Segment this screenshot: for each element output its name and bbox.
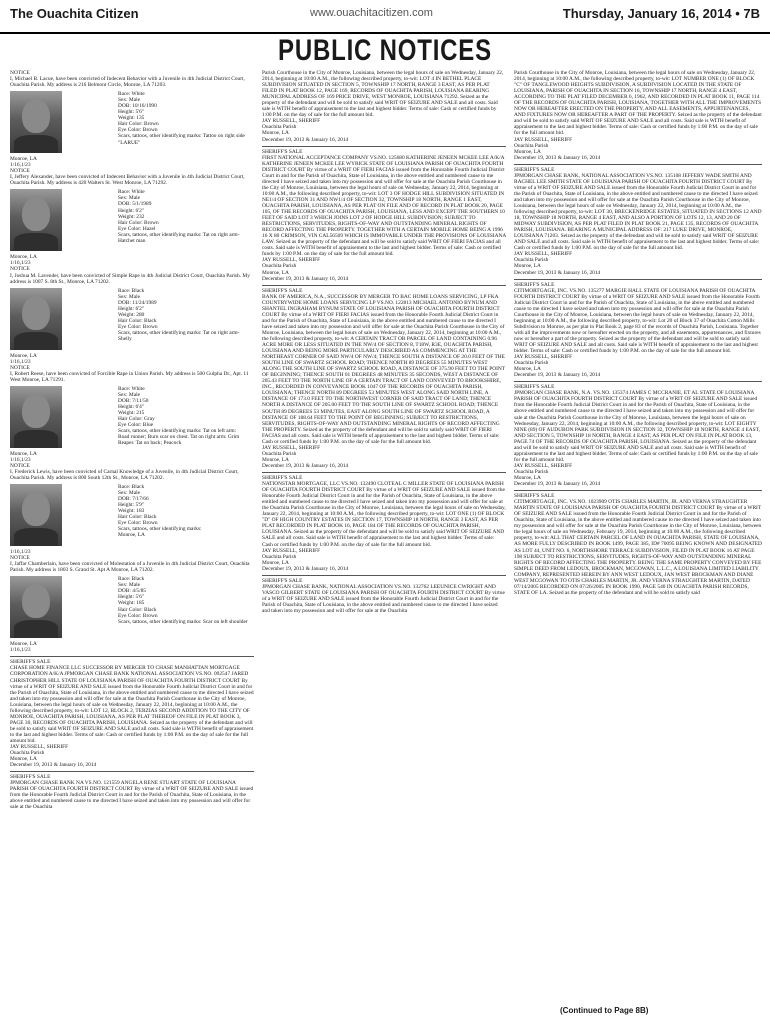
- race: Race: Black: [118, 576, 145, 583]
- notice-location: Monroe, LA: [118, 532, 145, 539]
- eye-color: Eye Color: Blue: [118, 422, 154, 429]
- notice-text: I, Michael B. Lacue, have been convicted of Indecent Behavior with a Juvenile in 4th Judicial District Court, Ouachita Parish. My address is 216 Belmont Circle, Monroe, LA 71203.: [10, 76, 245, 89]
- sheriff-name: JAY RUSSELL, SHERIFF: [262, 257, 321, 264]
- divider: [514, 279, 762, 280]
- sale-text: JPMORGAN CHASE BANK NA VS.NO. 121559 ANGELA RENE STUART STATE OF LOUISIANA PARISH OF OUACHITA FOURTH DISTRICT COURT By virtue of a WRIT OF SEIZURE AND SALE issued from the Honorable Fourth Judicial District Court in and for the Parish of Ouachita, State of Louisiana, in the above entitled and numbered cause to me directed I have seized and taken into my possession and will offer for sale at the Ouachita: [10, 780, 254, 811]
- mugshot-photo: [10, 386, 62, 448]
- notice-dates: 1/16,1/23: [10, 549, 31, 556]
- offender-entry: [10, 386, 254, 448]
- race: Race: White: [118, 189, 145, 196]
- offender-entry: [10, 484, 254, 546]
- height: Height: 6'4": [118, 403, 145, 410]
- sheriff-parish: Ouachita Parish: [262, 124, 297, 131]
- notice-location: Monroe, LA: [10, 641, 37, 648]
- column-2: [262, 70, 506, 1020]
- sheriff-name: JAY RUSSELL, SHERIFF: [10, 744, 69, 751]
- publish-dates: December 19, 2013 & January 16, 2014: [262, 462, 349, 469]
- publish-dates: December 19, 2013 & January 16, 2014: [514, 154, 601, 161]
- sheriff-city: Monroe, LA: [262, 130, 289, 137]
- height: Height: 5'9": [118, 502, 145, 509]
- race: Race: Black: [118, 484, 145, 491]
- weight: Weight: 185: [118, 600, 145, 607]
- mugshot-photo: [10, 288, 62, 350]
- weight: Weight: 232: [118, 213, 145, 220]
- sale-text: JPMORGAN CHASE BANK, NATIONAL ASSOCIATION VS.NO. 135108 JEFFERY WADE SMITH AND RACHEL LEE SMITH STATE OF LOUISIANA PARISH OF OUACHITA FOURTH DISTRICT COURT By virtue of a WRIT OF SEIZURE AND SALE issued from the Honorable Fourth Judicial District Court in and for the Parish of Ouachita, State of Louisiana, in the above entitled and numbered cause to me directed I have seized and taken into my possession and will offer for sale at the Ouachita Parish Courthouse in the City of Monroe, Louisiana, between the legal hours of sale on Wednesday, January 22, 2014, beginning at 10:00 A.M., the following described property, to-wit: LOT 30, BRECKENRIDGE ESTATES, SITUATED IN SECTIONS 12 AND 18, TOWNSHIP 18 NORTH, RANGE 4 EAST, AND ALSO A PORTION OF LOTS 12, 13, AND 20 OF MIDWAY SUBDIVISION, AS PER PLAT FILED IN PLAT BOOK 21, PAGE 135, RECORDS OF OUACHITA PARISH, LOUISIANA. BEARING A MUNICIPAL ADDRESS OF: 217 LUKE DRIVE, MONROE, LOUISIANA 71203. Seized as the property of the defendant and will be sold to satisfy said WRIT OF SEIZURE AND SALE and all costs. Said sale is WITH benefit of appraisement to the last and highest bidder. Terms of sale: Cash or certified funds by 1:00 P.M. on the day of sale for the full amount bid.: [514, 172, 762, 252]
- notice-text: I, Frederick Lewis, have been convicted of Carnal Knowledge of a Juvenile, in 4th Judicial District Court, Ouachita Parish. My address is 800 South 12th St., Monroe, LA 71202.: [10, 468, 239, 482]
- notice-heading: NOTICE: [10, 70, 30, 76]
- sheriff-city: Monroe, LA: [514, 366, 541, 373]
- identifying-marks: Scars, tattoos, other identifying marks: Tat on left arm: Road runner; Burn scar on chest. Tat on right arm: Grim Reaper. Tat on back; Peacock: [118, 428, 240, 447]
- sheriff-parish: Ouachita Parish: [514, 257, 549, 264]
- eye-color: Eye Color: Brown: [118, 127, 158, 134]
- sheriff-name: JAY RUSSELL, SHERIFF: [514, 136, 573, 143]
- sheriff-parish: Ouachita Parish: [514, 360, 549, 367]
- notice-location: Monroe, LA: [10, 352, 37, 359]
- sale-heading: SHERIFF'S SALE: [262, 577, 303, 584]
- sale-heading: SHERIFF'S SALE: [262, 287, 303, 294]
- sale-heading: SHERIFF'S SALE: [514, 166, 555, 173]
- notice-heading: NOTICE: [10, 364, 30, 371]
- offender-details: [118, 484, 248, 538]
- notice-heading: NOTICE: [10, 266, 30, 273]
- sheriff-name: JAY RUSSELL, SHERIFF: [514, 251, 573, 258]
- sheriff-parish: Ouachita Parish: [262, 553, 297, 560]
- sale-text: CITIMORTGAGE, INC. VS.NO. 1023909 OTIS CHARLES MARTIN, JR. AND VERNA STRAUGHTER MARTIN STATE OF LOUISIANA PARISH OF OUACHITA FOURTH DISTRICT COURT By virtue of a WRIT OF SEIZURE AND SALE issued from the Honorable Fourth Judicial District Court in and for the Parish of Ouachita, State of Louisiana, in the above entitled and numbered cause to me directed I have seized and taken into my possession and will offer for sale at the Ouachita Parish Courthouse in the City of Monroe, Louisiana, between the legal hours of sale on Wednesday, February 19, 2014, beginning at 10:00 A.M., the following described property, to-wit: ALL THAT CERTAIN PARCEL OF LAND IN OUACHITA PARISH, STATE OF LOUISIANA, AS MORE FULLY DESCRIBED IN BOOK 1499, PAGE 385, ID# 70095 BEING KNOWN AND DESIGNATED AS LOT 44, UNIT NO. 6, NORTHSHORE TERRACE SUBDIVISION, FILED IN PLAT BOOK 16 AT PAGE 198 SUBJECT TO RESTRICTIONS, SERVITUDES, RIGHTS-OF-WAY AND OUTSTANDING MINERAL RIGHTS OF RECORD AFFECTING THE PROPERTY. BEING THE SAME PROPERTY CONVEYED BY FEE SIMPLE DEED FROM LEDOUX, BROCKMAN, MCGOWAN, L.L.C., A LOUISIANA LIMITED LIABILITY COMPANY, REPRESENTED HEREIN BY ANN WEST LEDOUX, JAN WEST BROCKMAN AND DIANE WEST MCGOWAN TO OTIS CHARLES MARTIN, JR. AND VERNA STRAUGHTER MARTIN, DATED 07/14/2005 RECORDED ON 07/26/2005 IN BOOK 1990, PAGE 540 IN OUACHITA PARISH RECORDS, STATE OF LA. Seized as the property of the defendant and will be sold to satisfy said: [514, 499, 762, 596]
- sheriff-city: Monroe, LA: [262, 269, 289, 276]
- hair-color: Hair Color: Black: [118, 514, 157, 521]
- sheriff-city: Monroe, LA: [514, 148, 541, 155]
- hair-color: Hair Color: Black: [118, 606, 157, 613]
- notice-heading: NOTICE: [10, 168, 30, 175]
- race: Race: White: [118, 385, 145, 392]
- sex: Sex: Male: [118, 490, 141, 497]
- offender-entry: [10, 288, 254, 350]
- sheriff-parish: Ouachita Parish: [514, 142, 549, 149]
- offender-entry: [10, 576, 254, 638]
- mugshot-photo: [10, 91, 62, 153]
- height: Height: 6'2": [118, 305, 145, 312]
- sale-text: NATIONSTAR MORTGAGE, LLC VS.NO. 132490 CLOTEAL C MILLER STATE OF LOUISIANA PARISH OF OUACHITA FOURTH DISTRICT COURT By virtue of a WRIT OF SEIZURE AND SALE issued from the Honorable Fourth Judicial District Court in and for the Parish of Ouachita, State of Louisiana, in the above entitled and numbered cause to me directed I have seized and taken into my possession and will offer for sale at the Ouachita Parish Courthouse in the City of Monroe, Louisiana, between the legal hours of sale on Wednesday, January 22, 2014, beginning at 10:00 A.M., the following described property, to-wit: LOT ONE (1) OF BLOCK "D" OF HIGH COUNTRY ESTATES IN SECTION 17, TOWNSHIP 18 NORTH, RANGE 3 EAST, AS PER PLAT RECORDED IN PLAT BOOK 16, PAGE 184 OF THE RECORDS OF OUACHITA PARISH, LOUISIANA. Seized as the property of the defendant and will be sold to satisfy said WRIT OF SEIZURE AND SALE and all costs. Said sale is WITH benefit of appraisement to the last and highest bidder. Terms of sale: Cash or certified funds by 1:00 P.M. on the day of sale for the full amount bid.: [262, 481, 506, 548]
- sex: Sex: Male: [118, 582, 141, 589]
- publish-dates: December 19, 2013 & January 16, 2014: [262, 136, 349, 143]
- sheriff-city: Monroe, LA: [262, 559, 289, 566]
- hair-color: Hair Color: Brown: [118, 121, 159, 128]
- sheriff-parish: Ouachita Parish: [10, 750, 45, 757]
- sex: Sex: Male: [118, 391, 141, 398]
- sale-heading: SHERIFF'S SALE: [262, 475, 303, 481]
- height: Height: 6'2": [118, 207, 145, 214]
- column-1: [10, 70, 254, 1020]
- offender-details: [118, 386, 248, 446]
- identifying-marks: Scars, tattoos, other identifying marks: Tattoo on right side "LARUE": [118, 133, 245, 146]
- sheriff-name: JAY RUSSELL, SHERIFF: [262, 444, 321, 451]
- sale-heading: SHERIFF'S SALE: [10, 774, 51, 781]
- sheriff-parish: Ouachita Parish: [262, 450, 297, 457]
- sheriff-city: Monroe, LA: [514, 475, 541, 481]
- divider: [514, 164, 762, 165]
- notice-text: I, Jeffery Alexander, have been convicted of Indecent Behavior with a Juvenile in 4th Judicial District Court, Ouachita Parish. My address is 420 Walters St. West Monroe, LA 71292.: [10, 174, 245, 187]
- notice-text: I, Robert Reese, have been convicted of Forcible Rape in Union Parish. My address is 500 Gulpha Dr., Apt. 11 West Monroe, LA 71291.: [10, 370, 249, 383]
- sale-text: JPMORGAN CHASE BANK, N.A. VS.NO. 135374 JAMES C MCCRANIE, ET AL STATE OF LOUISIANA PARISH OF OUACHITA FOURTH DISTRICT COURT By virtue of a WRIT OF SEIZURE AND SALE issued from the Honorable Fourth Judicial District Court in and for the Parish of Ouachita, State of Louisiana, in the above entitled and numbered cause to me directed I have seized and taken into my possession and will offer for sale at the Ouachita Parish Courthouse in the City of Monroe, Louisiana, between the legal hours of sale on Wednesday, January 22, 2014, beginning at 10:00 A.M., the following described property, to-wit: LOT EIGHTY NINE (89) OF AUDUBON PARK SUBDIVISION IN SECTION 32, TOWNSHIP 18 NORTH, RANGE 4 EAST, AND SECTION 5, TOWNSHIP 18 NORTH, RANGE 4 EAST, AS PER PLAT ON FILE IN PLAT BOOK 13, PAGE 74 OF THE RECORDS OF OUACHITA PARISH, LOUISIANA. Seized as the property of the defendant and will be sold to satisfy said WRIT OF SEIZURE AND SALE and all costs. Said sale is WITH benefit of appraisement to the last and highest bidder. Terms of sale: Cash or certified funds by 1:00 P.M. on the day of sale for the full amount bid.: [514, 390, 760, 463]
- offender-details: [118, 576, 248, 624]
- sex: Sex: Male: [118, 195, 141, 202]
- sale-text: FIRST NATIONAL ACCEPTANCE COMPANY VS.NO. 125680 KATHERINE JENEEN MCKEE LEE A/K/A KATHERINE JENEEN MCKEE LEE WYRICK STATE OF LOUISIANA PARISH OF OUACHITA FOURTH DISTRICT COURT By virtue of a WRIT OF FIERI FACIAS issued from the Honorable Fourth Judicial District Court in and for the Parish of Ouachita, State of Louisiana, in the above entitled and numbered cause to me directed I have seized and taken into my possession and will offer for sale at the Ouachita Parish Courthouse in the City of Monroe, Louisiana, between the legal hours of sale on Wednesday, January 22, 2014, beginning at 10:00 A.M., the following described property, to-wit: LOT 3 OF HODGE HILL SUBDIVISION SITUATED IN NE1/4 OF SECTION 31 AND NW1/4 OF SECTION 32, TOWNSHIP 18 NORTH, RANGE 1 EAST, OUACHITA PARISH, LOUISIANA, AS PER PLAT ON FILE AND OF RECORD IN PLAT BOOK 20, PAGE 105, OF THE RECORDS OF OUACHITA PARISH, LOUISIANA, LESS AND EXCEPT THE SOUTHERN 10 FEET OF SAID LOT 3 WHICH JOINS LOT 2 OF HODGE HILL SUBDIVISION; SUBJECT TO RESTRICTIONS, SERVITUDES, RIGHTS-OF-WAY AND OUTSTANDING MINERAL RIGHTS OF RECORD AFFECTING THE PROPERTY. TOGETHER WITH A CERTAIN MOBILE HOME BEING A 1996 16 X 80 CRIMSON, VIN CAL56509 WHICH IS IMMOVABLE UNDER THE PROVISIONS OF LOUISIANA LAW. Seized as the property of the defendant and will be sold to satisfy said WRIT OF FIERI FACIAS and all costs. Said sale is WITH benefit of appraisement to the last and highest bidder. Terms of sale: Cash or certified funds by 1:00 P.M. on the day of sale for the full amount bid.: [262, 154, 506, 258]
- sale-text-continued: Parish Courthouse in the City of Monroe, Louisiana, between the legal hours of sale on Wednesday, January 22, 2014, beginning at 10:00 A.M., the following described property, to-wit: LOT 4 IN BETHEL PLACE SUBDIVISION SITUATED IN SECTION 5, TOWNSHIP 17 NORTH, RANGE 3 EAST, AS PER PLAT FILED IN PLAT BOOK 12, PAGE 169, RECORDS OF OUACHITA PARISH, LOUISIANA BEARING MUNICIPAL ADDRESS OF 169 PRICE DRIVE, WEST MONROE, LOUISIANA 71292. Seized as the property of the defendant and will be sold to satisfy said WRIT OF SEIZURE AND SALE and all costs. Said sale is WITH benefit of appraisement to the last and highest bidder. Terms of sale: Cash or certified funds by 1:00 P.M. on the day of sale for the full amount bid.: [262, 70, 504, 119]
- sale-heading: SHERIFF'S SALE: [514, 493, 555, 500]
- publish-dates: December 19, 2013 & January 16, 2014: [514, 481, 601, 488]
- divider: [10, 771, 254, 772]
- sex: Sex: Male: [118, 97, 141, 104]
- publish-dates: December 19, 2013 & January 16, 2014: [262, 565, 349, 572]
- sale-text: JPMORGAN CHASE BANK, NATIONAL ASSOCIATION VS.NO. 132762 LEEUNICE CWRIGHT AND VASCO GILBERT STATE OF LOUISIANA PARISH OF OUACHITA FOURTH DISTRICT COURT By virtue of a WRIT OF SEIZURE AND SALE issued from the Honorable Fourth Judicial District Court in and for the Parish of Ouachita, State of Louisiana, in the above entitled and numbered cause to me directed I have seized and taken into my possession and will offer for sale at the Ouachita: [262, 583, 505, 614]
- hair-color: Hair Color: Black: [118, 317, 157, 324]
- sheriff-name: JAY RUSSELL, SHERIFF: [514, 354, 573, 361]
- publish-dates: December 19, 2013 & January 16, 2014: [514, 372, 601, 379]
- notice-dates: 1/16,1/23: [10, 456, 31, 463]
- identifying-marks: Scars, tattoos, other identifying marks: Tat on right arm-Shelly: [118, 329, 240, 342]
- publish-dates: December 19, 2013 & January 16, 2014: [262, 275, 349, 282]
- sheriff-name: JAY RUSSELL, SHERIFF: [262, 118, 321, 125]
- notice-dates: 1/16,1/23: [10, 647, 31, 654]
- notice-dates: 1/16,1/23: [10, 358, 31, 365]
- page-header: [0, 0, 770, 34]
- section-title: PUBLIC NOTICES: [278, 34, 492, 67]
- date-page: Thursday, January 16, 2014 • 7B: [562, 6, 760, 21]
- sheriff-parish: Ouachita Parish: [262, 263, 297, 270]
- sale-text: BANK OF AMERICA, N.A., SUCCESSOR BY MERGER TO BAC HOME LOANS SERVICING, LP FKA COUNTRYWIDE HOME LOANS SERVICING LP VS.NO. 122813 MICHAEL ANTONIO BYNUM AND SHANTEL INGRAHAM BYNUM STATE OF LOUISIANA PARISH OF OUACHITA FOURTH DISTRICT COURT By virtue of a WRIT OF FIERI FACIAS issued from the Honorable Fourth Judicial District Court in and for the Parish of Ouachita, State of Louisiana, in the above entitled and numbered cause to me directed I have seized and taken into my possession and will offer for sale at the Ouachita Parish Courthouse in the City of Monroe, Louisiana, between the legal hours of sale on Wednesday, January 22, 2014, beginning at 10:00 A.M., the following described property, to-wit: A CERTAIN TRACT OR PARCEL OF LAND CONTAINING 0.96 ACRE MORE OR LESS SITUATED IN THE NW/4 OF SECTION 8, T18W, R3E, OUACHITA PARISH, LOUISIANA AND BEING MORE PARTICULARLY DESCRIBED AS COMMENCING AT THE NORTHEAST CORNER OF SAID NW/4 OF NW/4; THENCE SOUTH A DISTANCE OF 20.0 FEET OF THE SOUTH LINE OF SWARTZ SCHOOL ROAD; THENCE NORTH 89 DEGREES 55 MINUTES WEST ALONG THE SOUTH LINE OF SWARTZ SCHOOL ROAD, A DISTANCE OF 375.90 FEET TO THE POINT OF BEGINNING; THENCE SOUTH 01 DEGREES 48 MINUTES 35 SECONDS, WEST A DISTANCE OF 205.43 FEET TO THE NORTH LINE OF A CERTAIN TRACT OF LAND CONVEYED TO BROOKSHIRE, INC., RECORDED IN CONVEYANCE BOOK 1047 OF THE RECORDS OF OUACHITA PARISH, LOUISIANA; THENCE NORTH 89 DEGREES 53 MINUTES WEST ALONG SAID NORTH LINE, A DISTANCE OF 173.0 FEET TO THE NORTHWEST CORNER OF SAID TRACT OF LAND; THENCE NORTH A DISTANCE OF 205.00 FEET TO THE SOUTH LINE OF SWARTZ SCHOOL ROAD; THENCE SOUTH 89 DEGREES 53 MINUTES, EAST ALONG SOUTH LINE OF SWARTZ SCHOOL ROAD, A DISTANCE OF 188.64 FEET TO THE POINT OF BEGINNING; SUBJECT TO RESTRICTIONS, SERVITUDES, RIGHTS-OF-WAY AND OUTSTANDING MINERAL RIGHTS OF RECORD AFFECTING THE PROPERTY. Seized as the property of the defendant and will be sold to satisfy said WRIT OF FIERI FACIAS and all costs. Said sale is WITH benefit of appraisement to the last and highest bidder. Terms of sale: Cash or certified funds by 1:00 P.M. on the day of sale for the full amount bid.: [262, 293, 505, 445]
- notice-heading: NOTICE: [10, 462, 30, 469]
- offender-entry: [10, 91, 254, 153]
- sale-text-continued: Parish Courthouse in the City of Monroe, Louisiana, between the legal hours of sale on Wednesday, January 22, 2014, beginning at 10:00 A.M., the following described property, to-wit: LOT NUMBER ONE (1) OF BLOCK "C" OF TANGLEWOOD HEIGHTS SUBDIVISION, A SUBDIVISION LOCATED IN THE STATE OF LOUISIANA, PARISH OF OUACHITA IN SECTION 16, TOWNSHIP 17 NORTH, RANGE 4 EAST, ACCORDING TO THE PLAT FILED DECEMBER 6, 1962, AND RECORDED IN PLAT BOOK 11, PAGE 114 OF THE RECORDS OF OUACHITA PARISH, LOUISIANA, TOGETHER WITH ALL THE IMPROVEMENTS NOW OR HEREAFTER ERECTED ON THE PROPERTY, AND ALL EASEMENTS, APPURTENANCES, AND FIXTURES NOW OR HEREAFTER A PART OF THE PROPERTY. Seized as the property of the defendant and will be sold to satisfy said WRIT OF SEIZURE AND SALE and all costs. Said sale is WITH benefit of appraisement to the last and highest bidder. Terms of sale: Cash or certified funds by 1:00 P.M. on the day of sale for the full amount bid.: [514, 70, 762, 137]
- sheriff-city: Monroe, LA: [10, 756, 37, 763]
- mugshot-photo: [10, 576, 62, 638]
- sale-heading: SHERIFF'S SALE: [514, 384, 555, 391]
- dob: DOB: 10/16/1990: [118, 103, 157, 110]
- notice-dates: 1/16,1/23: [10, 260, 31, 267]
- race: Race: White: [118, 91, 145, 98]
- divider: [514, 381, 762, 382]
- dob: DOB: 7/17/66: [118, 496, 149, 503]
- divider: [262, 285, 506, 286]
- weight: Weight: 135: [118, 115, 145, 122]
- notice-heading: NOTICE: [10, 555, 30, 562]
- sheriff-parish: Ouachita Parish: [514, 468, 549, 475]
- divider: [262, 472, 506, 473]
- sale-heading: SHERIFF'S SALE: [262, 148, 303, 155]
- weight: Weight: 280: [118, 311, 145, 318]
- eye-color: Eye Color: Brown: [118, 520, 158, 527]
- identifying-marks: Scars, tattoos, other identifying marks: Scar on left shoulder: [118, 618, 248, 625]
- dob: DOB: 7/11/50: [118, 397, 149, 404]
- offender-details: [118, 288, 248, 342]
- column-3: [514, 70, 762, 1000]
- weight: Weight: 183: [118, 508, 145, 515]
- weight: Weight: 215: [118, 410, 145, 417]
- race: Race: Black: [118, 287, 145, 294]
- hair-color: Hair Color: Brown: [118, 219, 159, 226]
- divider: [10, 656, 254, 657]
- dob: DOB: 11/24/1989: [118, 299, 157, 306]
- continued-note: (Continued to Page 8B): [560, 1006, 649, 1015]
- divider: [262, 146, 506, 147]
- height: Height: 5'6": [118, 594, 145, 601]
- publish-dates: December 19, 2013 & January 16, 2014: [514, 269, 601, 276]
- divider: [262, 575, 506, 576]
- website-url[interactable]: www.ouachitacitizen.com: [310, 7, 433, 19]
- offender-details: [118, 91, 248, 145]
- mugshot-photo: [10, 484, 62, 546]
- notice-text: I, Joshua M. Lavender, have been convicted of Simple Rape in 4th Judicial District Court, Ouachita Parish. My address is 1007 S. 8th St., Monroe, LA 71202.: [10, 272, 250, 285]
- sale-heading: SHERIFF'S SALE: [10, 659, 51, 666]
- sale-heading: SHERIFF'S SALE: [514, 281, 555, 288]
- publication-name: The Ouachita Citizen: [10, 6, 139, 21]
- hair-color: Hair Color: Gray: [118, 416, 155, 423]
- offender-details: [118, 189, 248, 243]
- sheriff-name: JAY RUSSELL, SHERIFF: [262, 547, 321, 554]
- sheriff-city: Monroe, LA: [514, 263, 541, 270]
- sheriff-city: Monroe, LA: [262, 456, 289, 463]
- eye-color: Eye Color: Brown: [118, 612, 158, 619]
- identifying-marks: Scars, tattoos, other identifying marks:: [118, 526, 202, 533]
- dob: DOB: 5/1/1989: [118, 201, 152, 208]
- sex: Sex: Male: [118, 293, 141, 300]
- eye-color: Eye Color: Brown: [118, 323, 158, 330]
- dob: DOB: 4/5/85: [118, 588, 147, 595]
- notice-location: Monroe, LA: [10, 156, 37, 163]
- notice-location: Monroe, LA: [10, 254, 37, 261]
- identifying-marks: Scars, tattoos, other identifying marks: Tat on right arm- Hatchet man: [118, 231, 240, 244]
- mugshot-photo: [10, 189, 62, 251]
- offender-entry: [10, 189, 254, 251]
- height: Height: 5'6": [118, 109, 145, 116]
- notice-location: Monroe, LA: [10, 450, 37, 457]
- notice-dates: 1/16,1/23: [10, 162, 31, 169]
- publish-dates: December 19, 2013 & January 16, 2014: [10, 762, 97, 769]
- eye-color: Eye Color: Hazel: [118, 225, 156, 232]
- sheriff-name: JAY RUSSELL, SHERIFF: [514, 462, 573, 469]
- sale-text: CHASE HOME FINANCE LLC SUCCESSOR BY MERGER TO CHASE MANHATTAN MORTGAGE CORPORATION A/K/A JPMORGAN CHASE BANK NATIONAL ASSOCIATION VS.NO. 092547 JARED CHRISTOPHER HILL STATE OF LOUISIANA PARISH OF OUACHITA FOURTH DISTRICT COURT By virtue of a WRIT OF SEIZURE AND SALE issued from the Honorable Fourth Judicial District Court in and for the Parish of Ouachita, State of Louisiana, in the above entitled and numbered cause to me directed I have seized and taken into my possession and will offer for sale at the Ouachita Parish Courthouse in the City of Monroe, Louisiana, between the legal hours of sale on Wednesday, January 22, 2014, beginning at 10:00 A.M., the following described property, to-wit: LOT 12, BLOCK 2, TERZIAS SECOND ADDITION TO THE CITY OF MONROE, OUACHITA PARISH, LOUISIANA, AS PER PLAT THEREOF ON FILE IN PLAT BOOK 3, PAGE 30, RECORDS OF OUACHITA PARISH, LOUISIANA. Seized as the property of the defendant and will be sold to satisfy said WRIT OF SEIZURE AND SALE and all costs. Said sale is WITH benefit of appraisement to the last and highest bidder. Terms of sale: Cash or certified funds by 1:00 P.M. on the day of sale for the full amount bid.: [10, 665, 254, 744]
- notice-text: I, Jaffar Chamberlain, have been convicted of Molestation of a Juvenile in 4th Judicial District Court, Ouachita Parish. My address is 1803 S. Grand St. Apt A Monroe, LA 71202.: [10, 561, 250, 574]
- divider: [514, 490, 762, 491]
- sale-text: CITIMORTGAGE, INC. VS.NO. 135277 MARGIE HALL STATE OF LOUISIANA PARISH OF OUACHITA FOURTH DISTRICT COURT By virtue of a WRIT OF SEIZURE AND SALE issued from the Honorable Fourth Judicial District Court in and for the Parish of Ouachita, State of Louisiana, in the above entitled and numbered cause to me directed I have seized and taken into my possession and will offer for sale at the Ouachita Parish Courthouse in the City of Monroe, Louisiana, between the legal hours of sale on Wednesday, January 22, 2014, beginning at 10:00 A.M., the following described property, to-wit: Lot 20 of Block 37 of Ouachita Cotton Mills Subdivision to Monroe, as per plat in Plat Book 2, page 83 of the records of Ouachita Parish, Louisiana. Together with all the improvements now or hereafter erected on the property, and all easements, appurtenances, and fixtures now or hereafter a part of the property. Seized as the property of the defendant and will be sold to satisfy said WRIT OF SEIZURE AND SALE and all costs. Said sale is WITH benefit of appraisement to the last and highest bidder. Terms of sale: Cash or certified funds by 1:00 P.M. on the day of sale for the full amount bid.: [514, 287, 761, 355]
